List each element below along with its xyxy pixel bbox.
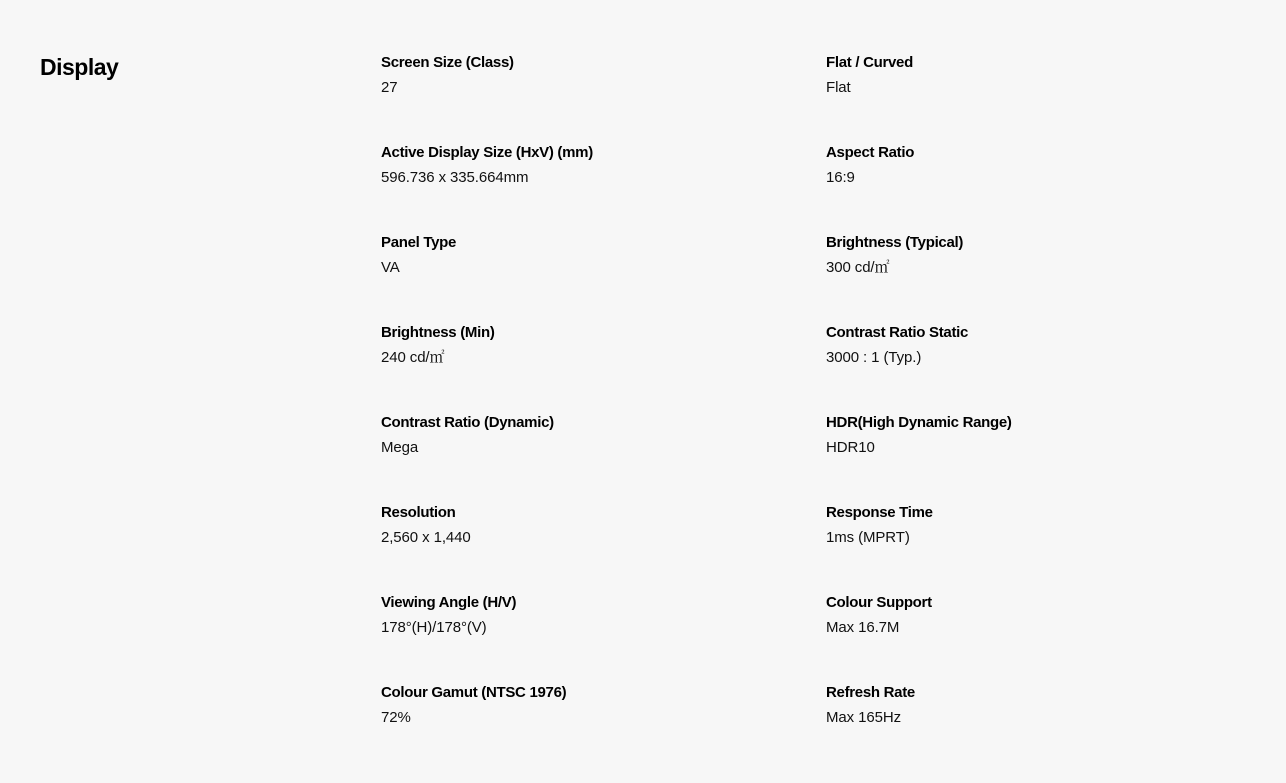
spec-label: Viewing Angle (H/V) <box>381 594 517 611</box>
spec-label: Panel Type <box>381 234 457 251</box>
spec-value: Max 16.7M <box>826 619 900 636</box>
spec-value: 2,560 x 1,440 <box>381 529 471 546</box>
spec-value: 178°(H)/178°(V) <box>381 619 487 636</box>
spec-value: VA <box>381 259 400 276</box>
spec-label: Aspect Ratio <box>826 144 915 161</box>
spec-value: 300 cd/㎡ <box>826 259 890 276</box>
spec-value: Mega <box>381 439 419 456</box>
spec-response-time <box>826 503 1081 593</box>
spec-value: HDR10 <box>826 439 875 456</box>
spec-value: 16:9 <box>826 169 855 186</box>
spec-aspect-ratio <box>826 143 1081 233</box>
spec-panel-type <box>381 233 826 323</box>
spec-label: Flat / Curved <box>826 54 913 71</box>
spec-active-display-size <box>381 143 826 233</box>
section-title: Display <box>40 54 119 80</box>
spec-label: Active Display Size (HxV) (mm) <box>381 144 593 161</box>
spec-brightness-typical <box>826 233 1081 323</box>
spec-colour-support <box>826 593 1081 683</box>
spec-label: Colour Support <box>826 594 932 611</box>
spec-value: 27 <box>381 79 398 96</box>
spec-label: Screen Size (Class) <box>381 54 514 71</box>
spec-value: Flat <box>826 79 851 96</box>
spec-contrast-dynamic <box>381 413 826 503</box>
spec-colour-gamut <box>381 683 826 773</box>
spec-list <box>381 53 1081 773</box>
spec-value: 3000 : 1 (Typ.) <box>826 349 922 366</box>
spec-flat-curved <box>826 53 1081 143</box>
spec-hdr <box>826 413 1081 503</box>
spec-value: 72% <box>381 709 411 726</box>
spec-label: Response Time <box>826 504 933 521</box>
spec-label: Brightness (Min) <box>381 324 495 341</box>
spec-value: 240 cd/㎡ <box>381 349 445 366</box>
spec-label: HDR(High Dynamic Range) <box>826 414 1012 431</box>
spec-screen-size <box>381 53 826 143</box>
spec-label: Refresh Rate <box>826 684 915 701</box>
spec-label: Resolution <box>381 504 456 521</box>
spec-value: Max 165Hz <box>826 709 901 726</box>
spec-label: Brightness (Typical) <box>826 234 964 251</box>
spec-value: 596.736 x 335.664mm <box>381 169 529 186</box>
spec-label: Contrast Ratio (Dynamic) <box>381 414 554 431</box>
spec-viewing-angle <box>381 593 826 683</box>
spec-label: Colour Gamut (NTSC 1976) <box>381 684 567 701</box>
spec-refresh-rate <box>826 683 1081 773</box>
spec-contrast-static <box>826 323 1081 413</box>
spec-value: 1ms (MPRT) <box>826 529 910 546</box>
spec-brightness-min <box>381 323 826 413</box>
spec-resolution <box>381 503 826 593</box>
spec-label: Contrast Ratio Static <box>826 324 969 341</box>
